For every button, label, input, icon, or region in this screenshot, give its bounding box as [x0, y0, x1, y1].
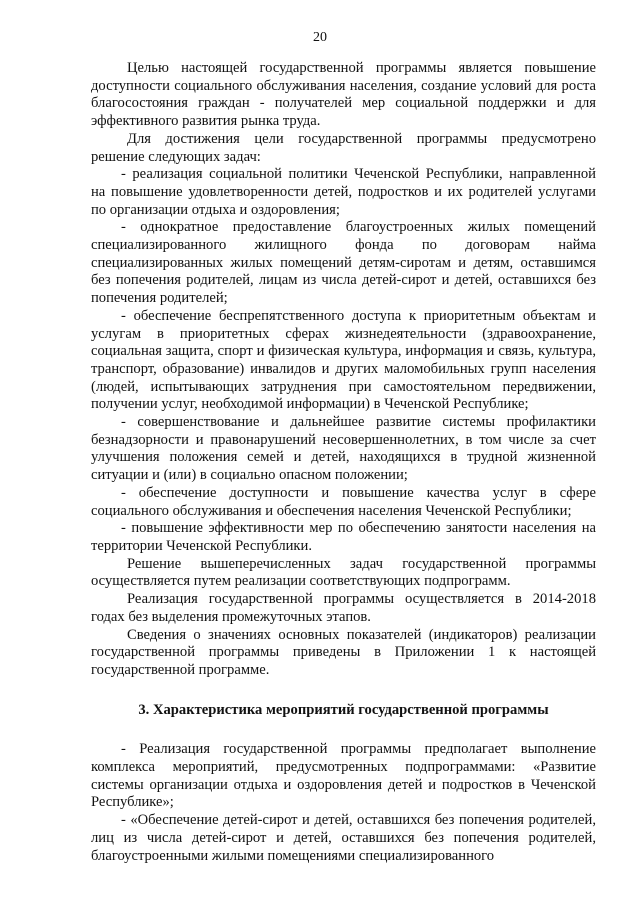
paragraph-subprograms: Решение вышеперечисленных задач государственной программы осуществляется путем реализации соответствующих подпрограмм. — [91, 555, 596, 590]
paragraph-goal: Целью настоящей государственной программы является повышение доступности социального обслуживания населения, создание условий для роста благосостояния граждан - получателей мер социальной поддержки и для эффективного развития рынка труда. — [91, 60, 596, 130]
paragraph-tasks-intro: Для достижения цели государственной программы предусмотрено решение следующих задач: — [91, 130, 596, 165]
task-item: - обеспечение беспрепятственного доступа к приоритетным объектам и услугам в приоритетных сферах жизнедеятельности (здравоохранение, социальная защита, спорт и физическая культура, информация и связь, культура, транспорт, образование) инвалидов и других маломобильных групп населения (людей, испытывающих затруднения при самостоятельном передвижении, получении услуг, необходимой информации) в Чеченской Республике; — [91, 307, 596, 413]
spacer — [91, 719, 596, 741]
body-text-bottom — [91, 741, 596, 865]
paragraph-period: Реализация государственной программы осуществляется в 2014-2018 годах без выделения промежуточных этапов. — [91, 591, 596, 625]
page-number: 20 — [313, 30, 327, 45]
page-content — [91, 60, 596, 865]
body-text-top — [91, 60, 596, 680]
task-item: - совершенствование и дальнейшее развитие системы профилактики безнадзорности и правонарушений несовершеннолетних, в том числе за счет улучшения положения семей и детей, находящихся в трудной жизненной ситуации и (или) в социально опасном положении; — [91, 414, 596, 484]
measure-item: - «Обеспечение детей-сирот и детей, оставшихся без попечения родителей, лиц из числа детей-сирот и детей, оставшихся без попечения родителей, благоустроенными жилыми помещениями специализированного — [91, 812, 596, 864]
section-heading: 3. Характеристика мероприятий государственной программы — [138, 701, 549, 718]
task-item: - повышение эффективности мер по обеспечению занятости населения на территории Чеченской Республики. — [91, 520, 596, 554]
paragraph-indicators: Сведения о значениях основных показателей (индикаторов) реализации государственной программы приведены в Приложении 1 к настоящей государственной программе. — [91, 626, 596, 678]
spacer — [91, 680, 596, 702]
measure-item: - Реализация государственной программы предполагает выполнение комплекса мероприятий, предусмотренных подпрограммами: «Развитие системы организации отдыха и оздоровления детей и подростков в Чеченской Республике»; — [91, 741, 596, 811]
task-item: - однократное предоставление благоустроенных жилых помещений специализированного жилищного фонда по договорам найма специализированных жилых помещений детям-сиротам и детям, оставшимся без попечения родителей, лицам из числа детей-сирот и детей, оставшихся без попечения родителей; — [91, 219, 596, 307]
task-item: - обеспечение доступности и повышение качества услуг в сфере социального обслуживания и обеспечения населения Чеченской Республики; — [91, 484, 596, 519]
task-item: - реализация социальной политики Чеченской Республики, направленной на повышение удовлетворенности детей, подростков и их родителей услугами по организации отдыха и оздоровления; — [91, 166, 596, 218]
